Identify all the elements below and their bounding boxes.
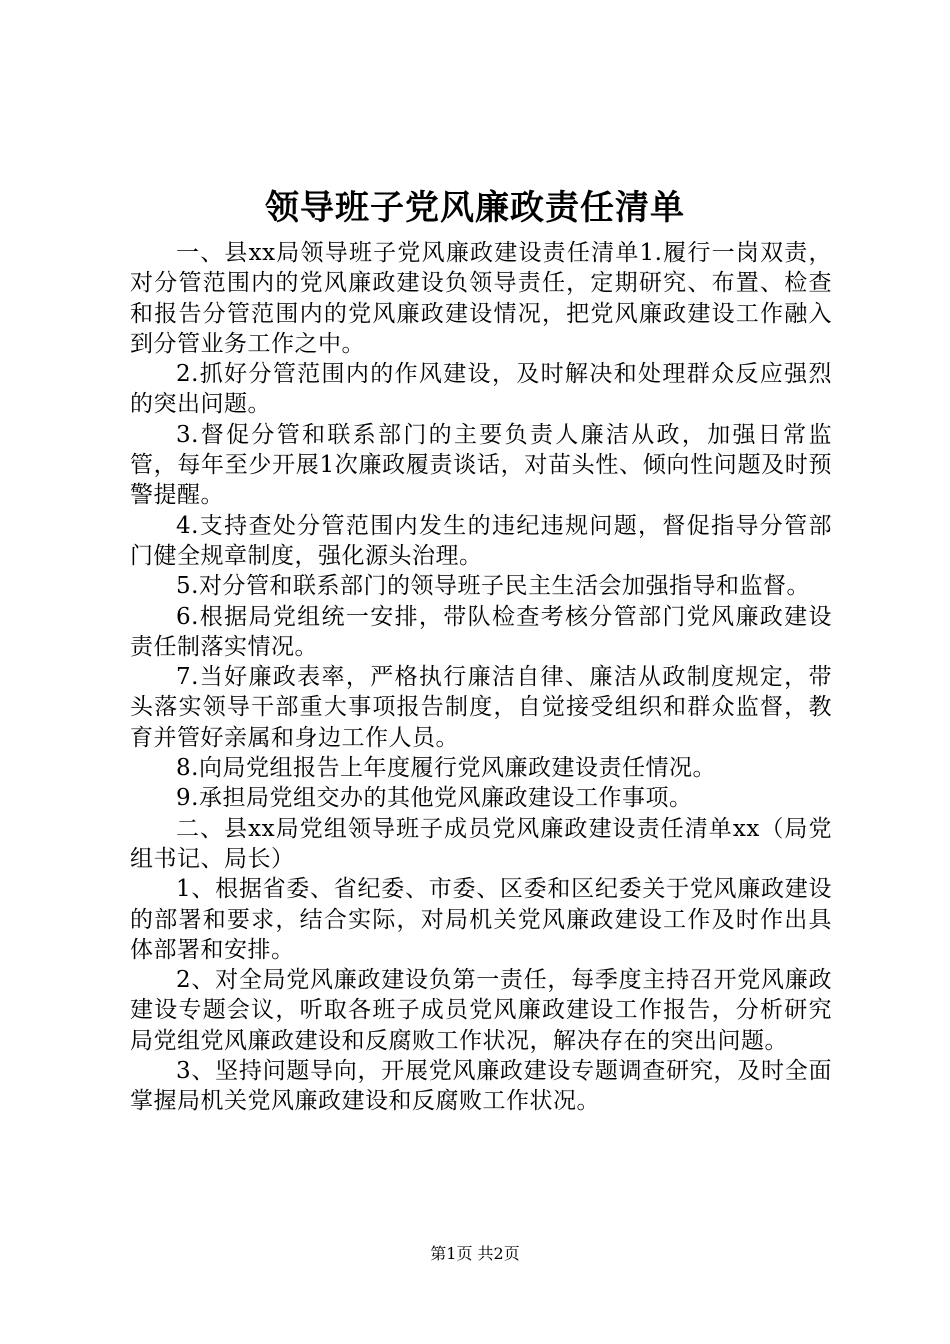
paragraph: 6.根据局党组统一安排，带队检查考核分管部门党风廉政建设责任制落实情况。 <box>130 603 832 660</box>
paragraph: 7.当好廉政表率，严格执行廉洁自律、廉洁从政制度规定，带头落实领导干部重大事项报告制度，自觉接受组织和群众监督，教育并管好亲属和身边工作人员。 <box>130 664 832 751</box>
paragraph: 2.抓好分管范围内的作风建设，及时解决和处理群众反应强烈的突出问题。 <box>130 361 832 418</box>
page-footer <box>0 1244 950 1264</box>
page-indicator: 第1页 共2页 <box>430 1244 520 1263</box>
paragraph: 3、坚持问题导向，开展党风廉政建设专题调查研究，及时全面掌握局机关党风廉政建设和反腐败工作状况。 <box>130 1058 832 1115</box>
paragraph: 3.督促分管和联系部门的主要负责人廉洁从政，加强日常监管，每年至少开展1次廉政履责谈话，对苗头性、倾向性问题及时预警提醒。 <box>130 421 832 509</box>
paragraph: 8.向局党组报告上年度履行党风廉政建设责任情况。 <box>176 755 716 782</box>
document-body <box>130 238 832 1117</box>
paragraph: 一、县xx局领导班子党风廉政建设责任清单1.履行一岗双责，对分管范围内的党风廉政建设负领导责任，定期研究、布置、检查和报告分管范围内的党风廉政建设情况，把党风廉政建设工作融入到分管业务工作之中。 <box>130 240 832 357</box>
paragraph: 2、对全局党风廉政建设负第一责任，每季度主持召开党风廉政建设专题会议，听取各班子成员党风廉政建设工作报告，分析研究局党组党风廉政建设和反腐败工作状况，解决存在的突出问题。 <box>130 967 832 1054</box>
paragraph: 5.对分管和联系部门的领导班子民主生活会加强指导和监督。 <box>176 573 810 600</box>
paragraph: 1、根据省委、省纪委、市委、区委和区纪委关于党风廉政建设的部署和要求，结合实际，对局机关党风廉政建设工作及时作出具体部署和安排。 <box>130 876 832 963</box>
document-title: 领导班子党风廉政责任清单 <box>265 188 685 228</box>
paragraph: 9.承担局党组交办的其他党风廉政建设工作事项。 <box>176 785 693 812</box>
paragraph: 4.支持查处分管范围内发生的违纪违规问题，督促指导分管部门健全规章制度，强化源头治理。 <box>130 512 832 569</box>
section-heading: 二、县xx局党组领导班子成员党风廉政建设责任清单xx（局党组书记、局长） <box>130 815 832 872</box>
